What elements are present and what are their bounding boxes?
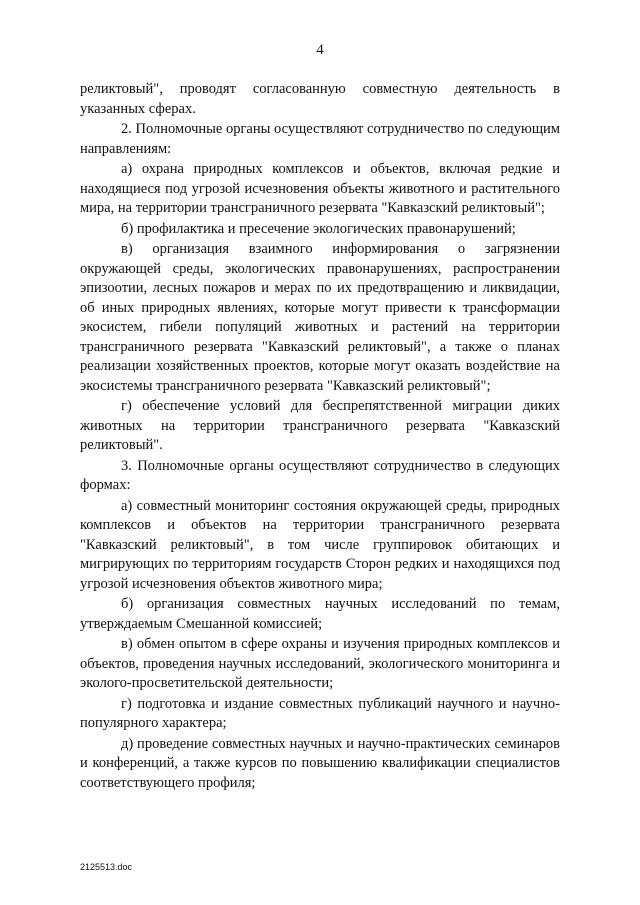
paragraph-section-3: 3. Полномочные органы осуществляют сотрудничество в следующих формах:	[80, 457, 560, 493]
paragraph-continuation: реликтовый", проводят согласованную совместную деятельность в указанных сферах.	[80, 81, 560, 117]
paragraph-2v: в) организация взаимного информирования о загрязнении окружающей среды, экологических правонарушениях, распространении эпизоотии, лесных пожаров и мерах по их предотвращению и ликвидации, об иных природных явлениях, которые могут привести к трансформации экосистем, гибели популяций животных и растений на территории трансграничного резервата "Кавказский реликтовый", а также о планах реализации хозяйственных проектов, которые могут оказать воздействие на экосистемы трансграничного резервата "Кавказский реликтовый";	[80, 241, 560, 394]
paragraph-2g: г) обеспечение условий для беспрепятственной миграции диких животных на территории трансграничного резервата "Кавказский реликтовый".	[80, 398, 560, 453]
footer-filename: 2125513.doc	[80, 862, 133, 872]
paragraph-3g: г) подготовка и издание совместных публикаций научного и научно-популярного характера;	[80, 695, 560, 731]
paragraph-3d: д) проведение совместных научных и научно-практических семинаров и конференций, а также курсов по повышению квалификации специалистов соответствующего профиля;	[80, 735, 560, 791]
page-number: 4	[316, 42, 324, 58]
paragraph-3a: а) совместный мониторинг состояния окружающей среды, природных комплексов и объектов на территории трансграничного резервата "Кавказский реликтовый", в том числе группировок обитающих и мигрирующих по территориям государств Сторон редких и находящихся под угрозой исчезновения объектов животного мира;	[80, 497, 560, 592]
paragraph-section-2: 2. Полномочные органы осуществляют сотрудничество по следующим направлениям:	[80, 121, 560, 157]
paragraph-2a: а) охрана природных комплексов и объектов, включая редкие и находящиеся под угрозой исчезновения объекты животного и растительного мира, на территории трансграничного резервата "Кавказский реликтовый";	[80, 161, 560, 216]
paragraph-2b: б) профилактика и пресечение экологических правонарушений;	[121, 220, 516, 237]
paragraph-3v: в) обмен опытом в сфере охраны и изучения природных комплексов и объектов, проведения научных исследований, экологического мониторинга и эколого-просветительской деятельности;	[80, 636, 560, 691]
body-text	[80, 80, 560, 794]
paragraph-3b: б) организация совместных научных исследований по темам, утверждаемым Смешанной комиссией;	[80, 596, 560, 632]
